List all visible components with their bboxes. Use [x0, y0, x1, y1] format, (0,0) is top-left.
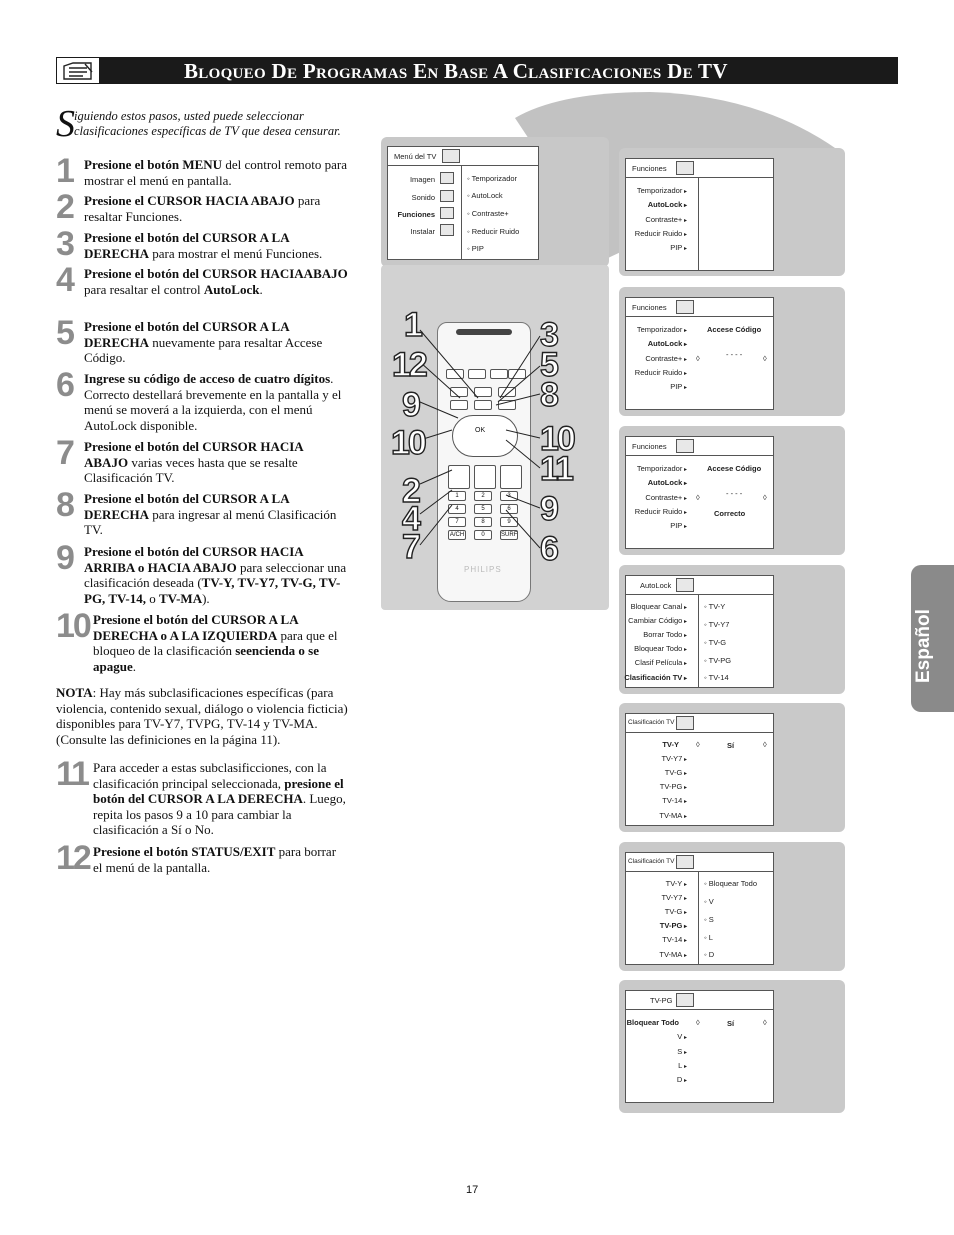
panel-funciones: Funciones Temporizador ▸ AutoLock ▸ Contraste+ ▸ Reducir Ruido ▸ PIP ▸: [619, 148, 845, 276]
callout-n: 6: [540, 530, 557, 568]
step-3: 3 Presione el botón del CURSOR A LA DERECHA para mostrar el menú Funciones.: [56, 225, 323, 263]
step-4: 4 Presione el botón del CURSOR HACIAABAJO para resaltar el control AutoLock.: [56, 261, 348, 299]
arrow-right-icon: ◊: [763, 354, 767, 363]
note-paragraph: NOTA: Hay más subclasificaciones específicas (para violencia, contenido sexual, diálogo o violencia ficticia) disponibles para TV-Y7, TVPG, TV-14 y TV-MA. (Consulte las definiciones en la página 11).: [56, 685, 348, 747]
callout-i: 5: [540, 346, 557, 384]
callout-j: 8: [540, 376, 557, 414]
code-dashes: - - - -: [726, 350, 743, 359]
callout-h: 3: [540, 316, 557, 354]
step-10: 10 Presione el botón del CURSOR A LA DERECHA o A LA IZQUIERDA para que el bloqueo de la clasificación seencienda o se apague.: [56, 607, 338, 674]
step-6: 6 Ingrese su código de acceso de cuatro dígitos. Correcto destellará brevemente en la pantalla y el menú se moverá a la izquierda, con el menú AutoLock disponible.: [56, 366, 342, 433]
page-title: Bloqueo De Programas En Base A Clasificaciones De TV: [184, 59, 728, 83]
arrow-left-icon: ◊: [696, 354, 700, 363]
step-5: 5 Presione el botón del CURSOR A LA DERECHA nuevamente para resaltar Accese Código.: [56, 314, 323, 365]
language-tab: [911, 565, 954, 712]
step-2: 2 Presione el CURSOR HACIA ABAJO para resaltar Funciones.: [56, 188, 321, 226]
callout-f: 4: [402, 500, 419, 538]
panel-clasificacion-tv: Clasificación TV TV-Y TV-Y7 ▸ TV-G ▸ TV-PG ▸ TV-14 ▸ TV-MA ▸ ◊ Sí ◊: [619, 703, 845, 832]
step-9: 9 Presione el botón del CURSOR HACIA ARRIBA o HACIA ABAJO para seleccionar una clasificación deseada (TV-Y, TV-Y7, TV-G, TV-PG, TV-14, o TV-MA).: [56, 539, 347, 606]
step-8: 8 Presione el botón del CURSOR A LA DERECHA para ingresar al menú Clasificación TV.: [56, 486, 337, 537]
panel-clasificacion-tv-pg: Clasificación TV TV-Y ▸ TV-Y7 ▸ TV-G ▸ TV-PG ▸ TV-14 ▸ TV-MA ▸ ◦ Bloquear Todo ◦ V ◦ S ◦ L ◦ D: [619, 842, 845, 971]
brand-logo: PHILIPS: [464, 565, 502, 574]
ok-label: OK: [475, 427, 486, 434]
callout-d: 10: [391, 424, 425, 462]
callout-b: 12: [392, 346, 426, 384]
panel-accese-codigo: Funciones Temporizador ▸ AutoLock ▸ Contraste+ ▸ Reducir Ruido ▸ PIP ▸ Accese Código ◊ - - - - ◊: [619, 287, 845, 416]
step-11: 11 Para acceder a estas subclasificciones, con la clasificación principal seleccionada, presione el botón del CURSOR A LA DERECHA. Luego, repita los pasos 9 a 10 para cambiar la clasificación a Sí o No.: [56, 755, 346, 837]
callout-m: 9: [540, 490, 557, 528]
step-7: 7 Presione el botón del CURSOR HACIA ABAJO varias veces hasta que se resalte Clasificación TV.: [56, 434, 303, 485]
panel-autolock: AutoLock Bloquear Canal ▸ Cambiar Código ▸ Borrar Todo ▸ Bloquear Todo ▸ Clasif Película ▸ Clasificación TV ▸ ◦ TV-Y ◦ TV-Y7 ◦ TV-G ◦ TV-PG ◦ TV-14: [619, 565, 845, 694]
tv-main-menu: Menú del TV Imagen Sonido Funciones Instalar ◦ Temporizador ◦ AutoLock ◦ Contraste+ ◦ Reducir Ruido ◦ PIP: [387, 146, 539, 260]
panel-correcto: Funciones Temporizador ▸ AutoLock ▸ Contraste+ ▸ Reducir Ruido ▸ PIP ▸ Accese Código ◊ - - - - ◊ Correcto: [619, 426, 845, 555]
callout-a: 1: [404, 306, 421, 344]
remote-control: OK 1 2 3 4 5 6 7 8 9 A/CH 0 SURF PHILIPS: [437, 322, 531, 602]
intro-text: iguiendo estos pasos, usted puede seleccionar clasificaciones específicas de TV que desea censurar.: [74, 109, 341, 138]
panel-tv-pg: TV-PG Bloquear Todo V ▸ S ▸ L ▸ D ▸ ◊ Sí ◊: [619, 980, 845, 1113]
drop-cap: S: [56, 103, 75, 145]
callout-e: 2: [402, 472, 419, 510]
callout-g: 7: [402, 528, 419, 566]
step-12: 12 Presione el botón STATUS/EXIT para borrar el menú de la pantalla.: [56, 839, 337, 877]
callout-c: 9: [402, 386, 419, 424]
language-tab-label: Español: [913, 609, 934, 683]
step-1: 1 Presione el botón MENU del control remoto para mostrar el menú en pantalla.: [56, 152, 347, 190]
page-number: 17: [466, 1184, 479, 1196]
callout-l: 11: [540, 450, 572, 488]
callout-k: 10: [540, 420, 574, 458]
